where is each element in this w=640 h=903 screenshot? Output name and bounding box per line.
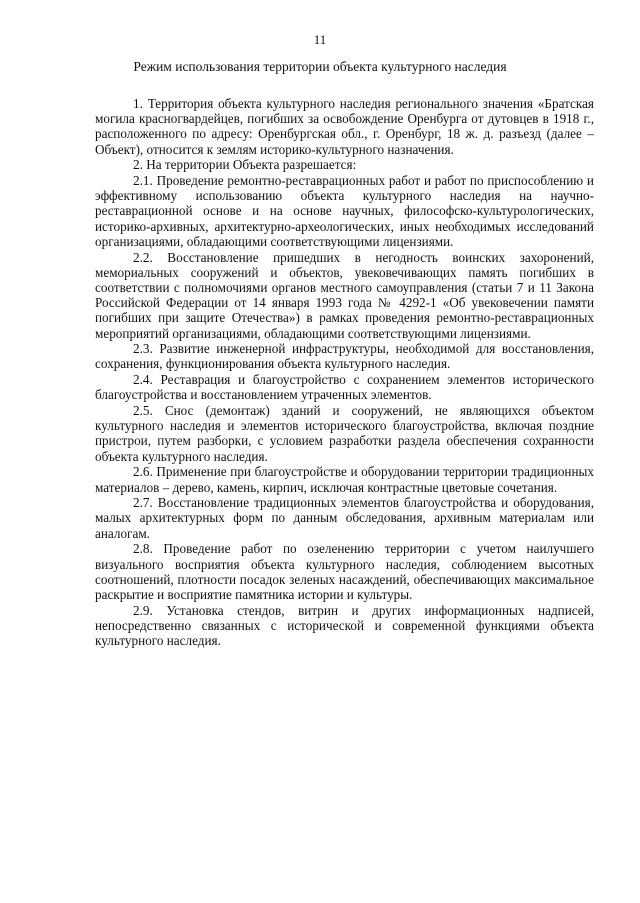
paragraph-2-2: 2.2. Восстановление пришедших в негодность воинских захоронений, мемориальных сооружений и объектов, увековечивающих память погибших в соответствии с полномочиями органов местного самоуправления (статьи 7 и 11 Закона Российской Федерации от 14 января 1993 года № 4292-1 «Об увековечении памяти погибших при защите Отечества») в рамках проведения ремонтно-реставрационных мероприятий организациями, обладающими соответствующими лицензиями.: [95, 249, 594, 341]
paragraph-2: 2. На территории Объекта разрешается:: [133, 157, 357, 173]
paragraph-2-5: 2.5. Снос (демонтаж) зданий и сооружений, не являющихся объектом культурного наследия и элементов исторического благоустройства, включая поздние пристрои, путем разборки, с условием разработки раздела обеспечения сохранности объекта культурного наследия.: [95, 403, 594, 464]
paragraph-1: 1. Территория объекта культурного наследия регионального значения «Братская могила красногвардейцев, погибших за освобождение Оренбурга от дутовцев в 1918 г., расположенного по адресу: Оренбургская обл., г. Оренбург, 18 ж. д. разъезд (далее – Объект), относится к землям историко-культурного назначения.: [95, 96, 594, 157]
page-number: 11: [313, 32, 327, 47]
paragraph-2-1: 2.1. Проведение ремонтно-реставрационных работ и работ по приспособлению и эффективному использованию объекта культурного наследия на научно-реставрационной основе и на основе научных, философско-культурологических, историко-архивных, архитектурно-археологических, иных необходимых исследований организациями, обладающими соответствующими лицензиями.: [95, 173, 594, 249]
paragraph-2-9: 2.9. Установка стендов, витрин и других информационных надписей, непосредственно связанных с исторической и современной функциями объекта культурного наследия.: [95, 602, 594, 649]
document-body: [95, 96, 594, 649]
paragraph-2-4: 2.4. Реставрация и благоустройство с сохранением элементов исторического благоустройства и восстановлением утраченных элементов.: [95, 372, 594, 403]
paragraph-2-8: 2.8. Проведение работ по озеленению территории с учетом наилучшего визуального восприятия объекта культурного наследия, соблюдением высотных соотношений, плотности посадок зеленых насаждений, обеспечивающих максимальное раскрытие и восприятие памятника истории и культуры.: [95, 541, 594, 602]
document-title: Режим использования территории объекта культурного наследия: [133, 59, 507, 74]
paragraph-2-7: 2.7. Восстановление традиционных элементов благоустройства и оборудования, малых архитектурных форм по данным обследования, архивным материалам или аналогам.: [95, 495, 594, 541]
paragraph-2-3: 2.3. Развитие инженерной инфраструктуры, необходимой для восстановления, сохранения, функционирования объекта культурного наследия.: [95, 341, 594, 372]
paragraph-2-6: 2.6. Применение при благоустройстве и оборудовании территории традиционных материалов – дерево, камень, кирпич, исключая контрастные цветовые сочетания.: [95, 464, 594, 495]
